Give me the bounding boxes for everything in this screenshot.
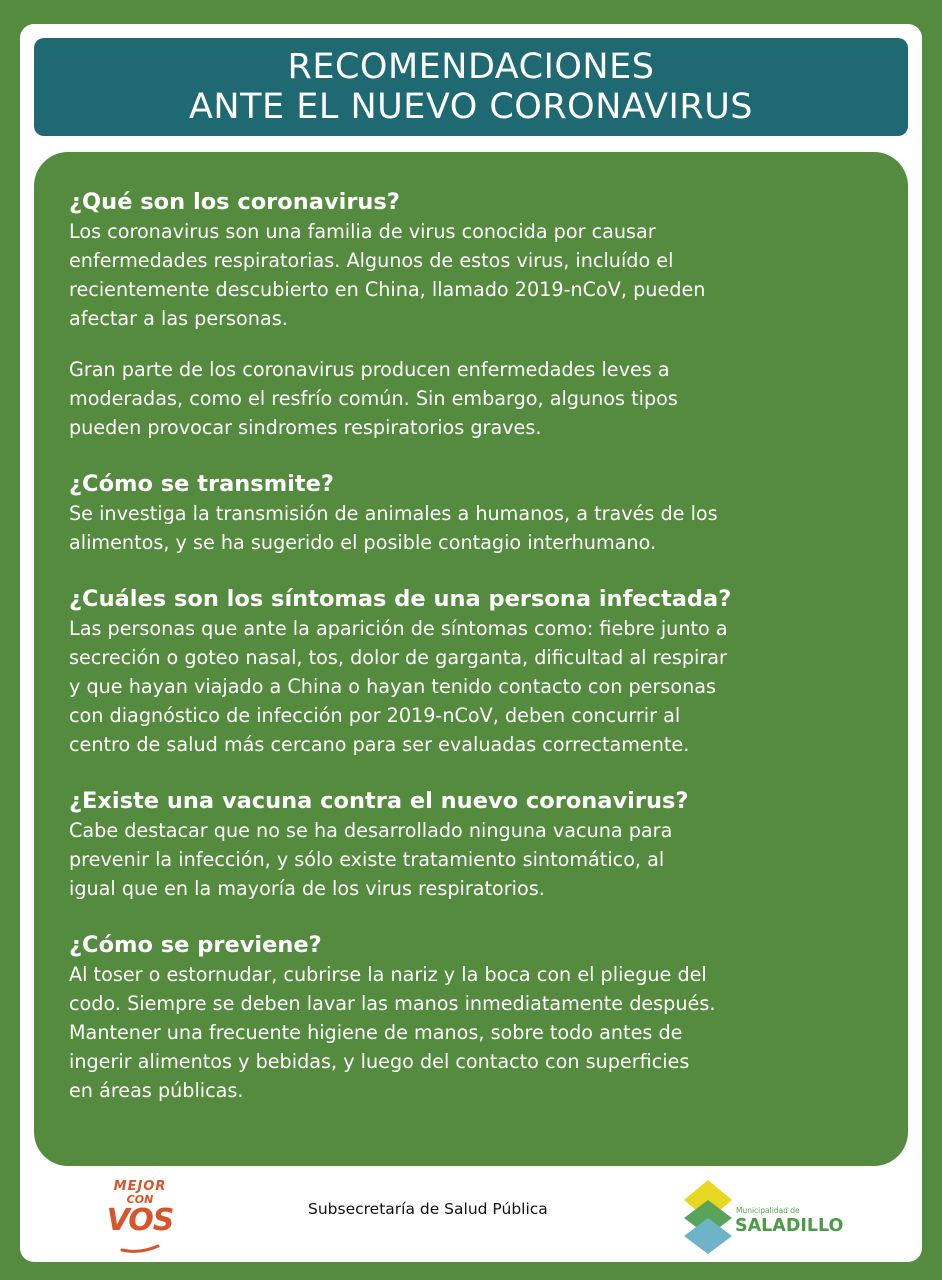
title-line-1: RECOMENDACIONES: [287, 47, 655, 87]
answer-line: enfermedades respiratorias. Algunos de estos virus, incluído el: [69, 249, 674, 272]
answer-line: Se investiga la transmisión de animales a humanos, a través de los: [69, 502, 718, 525]
poster-title: [34, 38, 908, 136]
municipality-name: SALADILLO: [735, 1216, 844, 1236]
department-name: Subsecretaría de Salud Pública: [308, 1200, 548, 1218]
answer-line: secreción o goteo nasal, tos, dolor de garganta, dificultad al respirar: [69, 646, 727, 669]
answer-line: Las personas que ante la aparición de síntomas como: fiebre junto a: [69, 617, 728, 640]
logo-word-con: CON: [126, 1193, 154, 1206]
answer-line: codo. Siempre se deben lavar las manos inmediatamente después.: [69, 992, 716, 1015]
saladillo-logo: [680, 1178, 850, 1263]
answer-line: Cabe destacar que no se ha desarrollado ninguna vacuna para: [69, 819, 673, 842]
answer-line: en áreas públicas.: [69, 1079, 244, 1102]
content-panel: [34, 152, 908, 1166]
answer-line: con diagnóstico de infección por 2019-nCoV, deben concurrir al: [69, 704, 681, 727]
swoosh-icon: [120, 1244, 160, 1254]
question-heading: ¿Cuáles son los síntomas de una persona infectada?: [69, 586, 732, 612]
municipality-caption: Municipalidad de: [736, 1206, 800, 1215]
answer-line: Gran parte de los coronavirus producen enfermedades leves a: [69, 358, 670, 381]
question-heading: ¿Cómo se transmite?: [69, 471, 334, 497]
answer-line: Mantener una frecuente higiene de manos, sobre todo antes de: [69, 1021, 683, 1044]
question-heading: ¿Existe una vacuna contra el nuevo coronavirus?: [69, 788, 689, 814]
logo-word-vos: VOS: [106, 1203, 174, 1238]
answer-line: centro de salud más cercano para ser evaluadas correctamente.: [69, 733, 690, 756]
answer-line: afectar a las personas.: [69, 307, 288, 330]
title-line-2: ANTE EL NUEVO CORONAVIRUS: [188, 87, 754, 127]
mejor-con-vos-logo: [104, 1180, 176, 1260]
answer-line: pueden provocar sindromes respiratorios graves.: [69, 416, 542, 439]
answer-line: alimentos, y se ha sugerido el posible contagio interhumano.: [69, 531, 657, 554]
footer: [0, 1170, 942, 1265]
question-heading: ¿Qué son los coronavirus?: [69, 189, 400, 215]
saladillo-diamond-icon: [680, 1178, 736, 1256]
answer-line: recientemente descubierto en China, llamado 2019-nCoV, pueden: [69, 278, 706, 301]
answer-line: Los coronavirus son una familia de virus conocida por causar: [69, 220, 656, 243]
answer-line: moderadas, como el resfrío común. Sin embargo, algunos tipos: [69, 387, 678, 410]
answer-line: prevenir la infección, y sólo existe tratamiento sintomático, al: [69, 848, 665, 871]
answer-line: ingerir alimentos y bebidas, y luego del contacto con superficies: [69, 1050, 690, 1073]
answer-line: y que hayan viajado a China o hayan tenido contacto con personas: [69, 675, 716, 698]
question-heading: ¿Cómo se previene?: [69, 932, 322, 958]
answer-line: Al toser o estornudar, cubrirse la nariz y la boca con el pliegue del: [69, 963, 707, 986]
logo-word-mejor: MEJOR: [113, 1179, 167, 1194]
answer-line: igual que en la mayoría de los virus respiratorios.: [69, 877, 545, 900]
